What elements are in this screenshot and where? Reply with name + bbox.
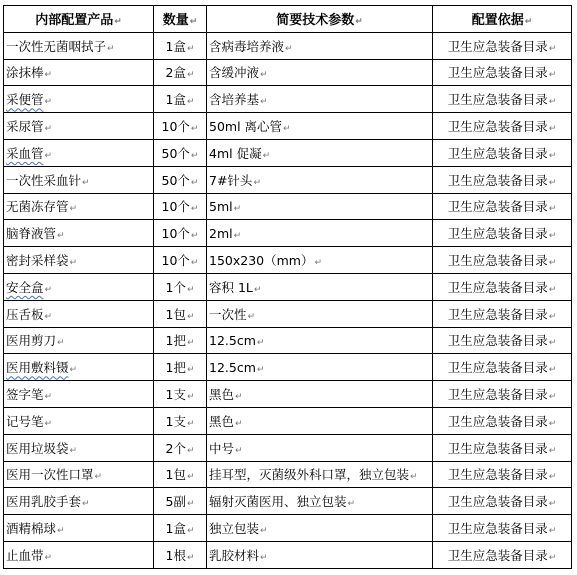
basis-cell: 卫生应急装备目录↵ xyxy=(433,327,572,354)
qty-cell: 1把↵ xyxy=(154,354,207,381)
qty-cell: 10个↵ xyxy=(154,247,207,274)
product-cell: 脑脊液管↵ xyxy=(4,220,154,247)
spec-cell: 黑色↵ xyxy=(207,407,433,434)
table-row xyxy=(4,381,572,408)
qty-cell: 1包↵ xyxy=(154,300,207,327)
table-row xyxy=(4,461,572,488)
product-cell: 止血带↵ xyxy=(4,541,154,568)
product-cell: 医用剪刀↵ xyxy=(4,327,154,354)
header-row xyxy=(4,6,572,33)
spec-cell: 挂耳型，灭菌级外科口罩，独立包装↵ xyxy=(207,461,433,488)
spec-cell: 乳胶材料↵ xyxy=(207,541,433,568)
qty-cell: 1盒↵ xyxy=(154,515,207,542)
qty-cell: 1把↵ xyxy=(154,327,207,354)
spec-cell: 含缓冲液↵ xyxy=(207,59,433,86)
spec-cell: 容积 1L↵ xyxy=(207,273,433,300)
table-row xyxy=(4,59,572,86)
basis-cell: 卫生应急装备目录↵ xyxy=(433,247,572,274)
header-spec: 简要技术参数↵ xyxy=(207,6,433,33)
qty-cell: 10个↵ xyxy=(154,220,207,247)
table-row xyxy=(4,220,572,247)
table-row xyxy=(4,139,572,166)
product-cell: 密封采样袋↵ xyxy=(4,247,154,274)
spec-cell: 7#针头↵ xyxy=(207,166,433,193)
product-cell: 安全盒↵ xyxy=(4,273,154,300)
basis-cell: 卫生应急装备目录↵ xyxy=(433,515,572,542)
product-cell: 涂抹棒↵ xyxy=(4,59,154,86)
spec-cell: 5ml↵ xyxy=(207,193,433,220)
basis-cell: 卫生应急装备目录↵ xyxy=(433,407,572,434)
header-qty: 数量↵ xyxy=(154,6,207,33)
basis-cell: 卫生应急装备目录↵ xyxy=(433,354,572,381)
product-cell: 医用垃圾袋↵ xyxy=(4,434,154,461)
basis-cell: 卫生应急装备目录↵ xyxy=(433,220,572,247)
basis-cell: 卫生应急装备目录↵ xyxy=(433,488,572,515)
equipment-table xyxy=(3,5,572,569)
spec-cell: 50ml 离心管↵ xyxy=(207,113,433,140)
table-row xyxy=(4,166,572,193)
basis-cell: 卫生应急装备目录↵ xyxy=(433,541,572,568)
table-row xyxy=(4,247,572,274)
qty-cell: 1包↵ xyxy=(154,461,207,488)
basis-cell: 卫生应急装备目录↵ xyxy=(433,86,572,113)
product-cell: 医用一次性口罩↵ xyxy=(4,461,154,488)
table-row xyxy=(4,273,572,300)
qty-cell: 2盒↵ xyxy=(154,59,207,86)
header-product: 内部配置产品↵ xyxy=(4,6,154,33)
basis-cell: 卫生应急装备目录↵ xyxy=(433,166,572,193)
spec-cell: 含培养基↵ xyxy=(207,86,433,113)
product-cell: 医用敷料镊↵ xyxy=(4,354,154,381)
basis-cell: 卫生应急装备目录↵ xyxy=(433,434,572,461)
product-cell: 无菌冻存管↵ xyxy=(4,193,154,220)
table-row xyxy=(4,113,572,140)
table-row xyxy=(4,515,572,542)
basis-cell: 卫生应急装备目录↵ xyxy=(433,193,572,220)
table-row xyxy=(4,86,572,113)
product-cell: 一次性无菌咽拭子↵ xyxy=(4,32,154,59)
spec-cell: 2ml↵ xyxy=(207,220,433,247)
table-row xyxy=(4,407,572,434)
table-row xyxy=(4,354,572,381)
qty-cell: 10个↵ xyxy=(154,193,207,220)
spec-cell: 150x230（mm）↵ xyxy=(207,247,433,274)
product-cell: 一次性采血针↵ xyxy=(4,166,154,193)
product-cell: 采便管↵ xyxy=(4,86,154,113)
basis-cell: 卫生应急装备目录↵ xyxy=(433,113,572,140)
basis-cell: 卫生应急装备目录↵ xyxy=(433,300,572,327)
spec-cell: 含病毒培养液↵ xyxy=(207,32,433,59)
table-row xyxy=(4,541,572,568)
qty-cell: 1支↵ xyxy=(154,381,207,408)
product-cell: 酒精棉球↵ xyxy=(4,515,154,542)
qty-cell: 5副↵ xyxy=(154,488,207,515)
product-cell: 签字笔↵ xyxy=(4,381,154,408)
spec-cell: 12.5cm↵ xyxy=(207,327,433,354)
qty-cell: 1根↵ xyxy=(154,541,207,568)
basis-cell: 卫生应急装备目录↵ xyxy=(433,32,572,59)
product-cell: 压舌板↵ xyxy=(4,300,154,327)
spec-cell: 4ml 促凝↵ xyxy=(207,139,433,166)
spec-cell: 12.5cm↵ xyxy=(207,354,433,381)
basis-cell: 卫生应急装备目录↵ xyxy=(433,461,572,488)
spec-cell: 一次性↵ xyxy=(207,300,433,327)
qty-cell: 1盒↵ xyxy=(154,32,207,59)
table-row xyxy=(4,488,572,515)
basis-cell: 卫生应急装备目录↵ xyxy=(433,273,572,300)
qty-cell: 50个↵ xyxy=(154,139,207,166)
spec-cell: 黑色↵ xyxy=(207,381,433,408)
table-row xyxy=(4,434,572,461)
product-cell: 医用乳胶手套↵ xyxy=(4,488,154,515)
basis-cell: 卫生应急装备目录↵ xyxy=(433,139,572,166)
table-row xyxy=(4,32,572,59)
product-cell: 采血管↵ xyxy=(4,139,154,166)
table-row xyxy=(4,193,572,220)
qty-cell: 50个↵ xyxy=(154,166,207,193)
qty-cell: 10个↵ xyxy=(154,113,207,140)
spec-cell: 辐射灭菌医用、独立包装↵ xyxy=(207,488,433,515)
qty-cell: 1盒↵ xyxy=(154,86,207,113)
table-row xyxy=(4,300,572,327)
spec-cell: 中号↵ xyxy=(207,434,433,461)
table-row xyxy=(4,327,572,354)
spec-cell: 独立包装↵ xyxy=(207,515,433,542)
basis-cell: 卫生应急装备目录↵ xyxy=(433,59,572,86)
product-cell: 采尿管↵ xyxy=(4,113,154,140)
qty-cell: 1支↵ xyxy=(154,407,207,434)
qty-cell: 2个↵ xyxy=(154,434,207,461)
qty-cell: 1个↵ xyxy=(154,273,207,300)
product-cell: 记号笔↵ xyxy=(4,407,154,434)
basis-cell: 卫生应急装备目录↵ xyxy=(433,381,572,408)
header-basis: 配置依据↵ xyxy=(433,6,572,33)
